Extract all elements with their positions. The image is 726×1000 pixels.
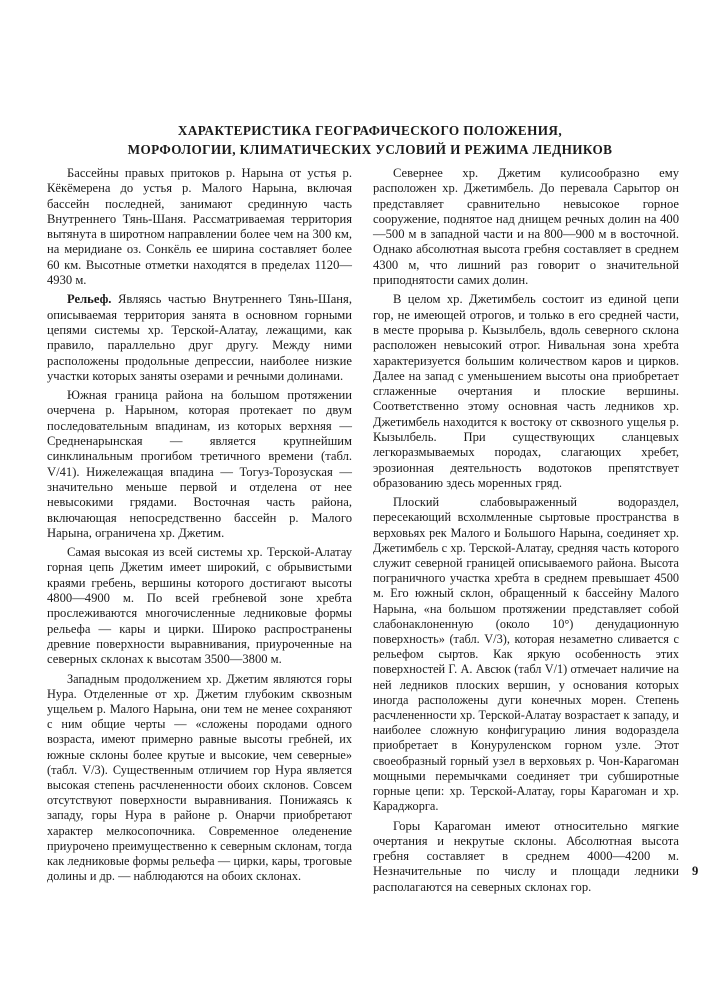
title-line-2: МОРФОЛОГИИ, КЛИМАТИЧЕСКИХ УСЛОВИЙ И РЕЖИМА ЛЕДНИКОВ [127, 142, 613, 157]
page-number: 9 [692, 864, 699, 878]
page-title [60, 121, 680, 159]
paragraph-dzhetimbel: Севернее хр. Джетим кулисообразно ему расположен хр. Джетимбель. До перевала Сарытор он представляет сравнительно невысокое горное сооружение, поднятое над днищем речных долин на 400—500 м в западной части и на 800—900 м в восточной. Однако абсолютная высота гребня составляет в среднем 4300 м, что лишний раз говорит о значительной приподнятости самих долин. [373, 166, 679, 288]
paragraph-watershed: Плоский слабовыраженный водораздел, пересекающий всхолмленные сыртовые пространства в верховьях рек Малого и Большого Нарына, соединяет хр. Джетимбель с хр. Терской-Алатау, средняя часть которого служит северной границей описываемого района. Высота пограничного участка хребта в среднем превышает 4500 м. Его южный склон, обращенный к бассейну Малого Нарына, «на большом протяжении представляет собой слабонаклоненную (около 10°) денудационную поверхность» (табл. V/3), которая незаметно сливается с рельефом сыртов. Как яркую особенность этих поверхностей Г. А. Авсюк (табл V/1) отмечает наличие на ней ледников плоских вершин, у основания которых иногда расположены дуги конечных морен. Степень расчлененности хр. Терской-Алатау возрастает к западу, и наиболее сложную конфигурацию линия водораздела приобретает в Конуруленском горном узле. Этот своеобразный горный узел в верховьях р. Чон-Карагоман мощными перемычками соединяет три субширотные горные цепи: хр. Терской-Алатау, горы Карагоман и хр. Караджорга. [373, 495, 679, 814]
paragraph-dzhetim: Самая высокая из всей системы хр. Терской-Алатау горная цепь Джетим имеет широкий, с обрывистыми краями гребень, вершины которого достигают высоты 4800—4900 м. По всей гребневой зоне хребта прослеживаются многочисленные ледниковые формы рельефа — кары и цирки. Широко распространены древние поверхности выравнивания, приуроченные на северных склонах к высотам 3500—3800 м. [47, 545, 352, 667]
paragraph-basins: Бассейны правых притоков р. Нарына от устья р. Кёкёмерена до устья р. Малого Нарына, включая бассейн последней, занимают срединную часть Внутреннего Тянь-Шаня. Рассматриваемая территория вытянута в широтном направлении более чем на 300 км, на меридиане оз. Сонкёль ее ширина составляет более 60 км. Высотные отметки находятся в пределах 1120—4930 м. [47, 166, 352, 288]
paragraph-relief [47, 292, 352, 384]
left-column [47, 166, 352, 884]
relief-text: Являясь частью Внутреннего Тянь-Шаня, описываемая территория занята в основном горными цепями системы хр. Терской-Алатау, лежащими, как правило, параллельно друг другу. Между ними расположены продольные депрессии, наиболее низкие участки которых заняты озерами и речными долинами. [47, 292, 352, 383]
relief-heading: Рельеф. [67, 292, 112, 307]
right-column [373, 166, 679, 895]
title-line-1: ХАРАКТЕРИСТИКА ГЕОГРАФИЧЕСКОГО ПОЛОЖЕНИЯ, [177, 123, 563, 138]
paragraph-dzhetimbel-chain: В целом хр. Джетимбель состоит из единой цепи гор, не имеющей отрогов, и только в его средней части, в месте прорыва р. Кызылбель, вдоль северного склона расположен невысокий отрог. Нивальная зона хребта характеризуется большим количеством каров и цирков. Далее на запад с уменьшением высоты она приобретает сглаженные очертания и плоские вершины. Соответственно этому основная часть ледников хр. Джетимбель находится к востоку от сквозного ущелья р. Кызылбель. При существующих сланцевых легкоразмываемых породах, слагающих хребет, эрозионная деятельность водотоков препятствует образованию здесь моренных гряд. [373, 292, 679, 490]
paragraph-southern-border: Южная граница района на большом протяжении очерчена р. Нарыном, которая протекает по двум последовательным впадинам, из которых верхняя — Средненарынская — является крупнейшим синклинальным прогибом третичного времени (табл. V/41). Нижележащая впадина — Тогуз-Торозуская — значительно меньше первой и отделена от нее невысокими грядами. Восточная часть района, включающая непосредственно бассейн р. Малого Нарына, ограничена хр. Джетим. [47, 388, 352, 540]
paragraph-nura: Западным продолжением хр. Джетим являются горы Нура. Отделенные от хр. Джетим глубоким сквозным ущельем р. Малого Нарына, они тем не менее сохраняют с ним общие черты — «сложены породами одного возраста, имеют примерно равные высоты гребней, их южные склоны более крутые и высокие, чем северные» (табл. V/3). Существенным отличием гор Нура является высокая степень расчлененности обоих склонов. Совсем отсутствуют поверхности выравнивания. Понижаясь к западу, горы Нура в районе р. Онарчи приобретают характер мелкосопочника. Современное оледенение приурочено преимущественно к северным склонам, тогда как ледниковые формы рельефа — цирки, кары, троговые долины и др. — наблюдаются на обоих склонах. [47, 671, 352, 884]
paragraph-karagoman: Горы Карагоман имеют относительно мягкие очертания и некрутые склоны. Абсолютная высота гребня составляет в среднем 4000—4200 м. Незначительные по числу и площади ледники располагаются на северных склонах гор. [373, 818, 679, 894]
